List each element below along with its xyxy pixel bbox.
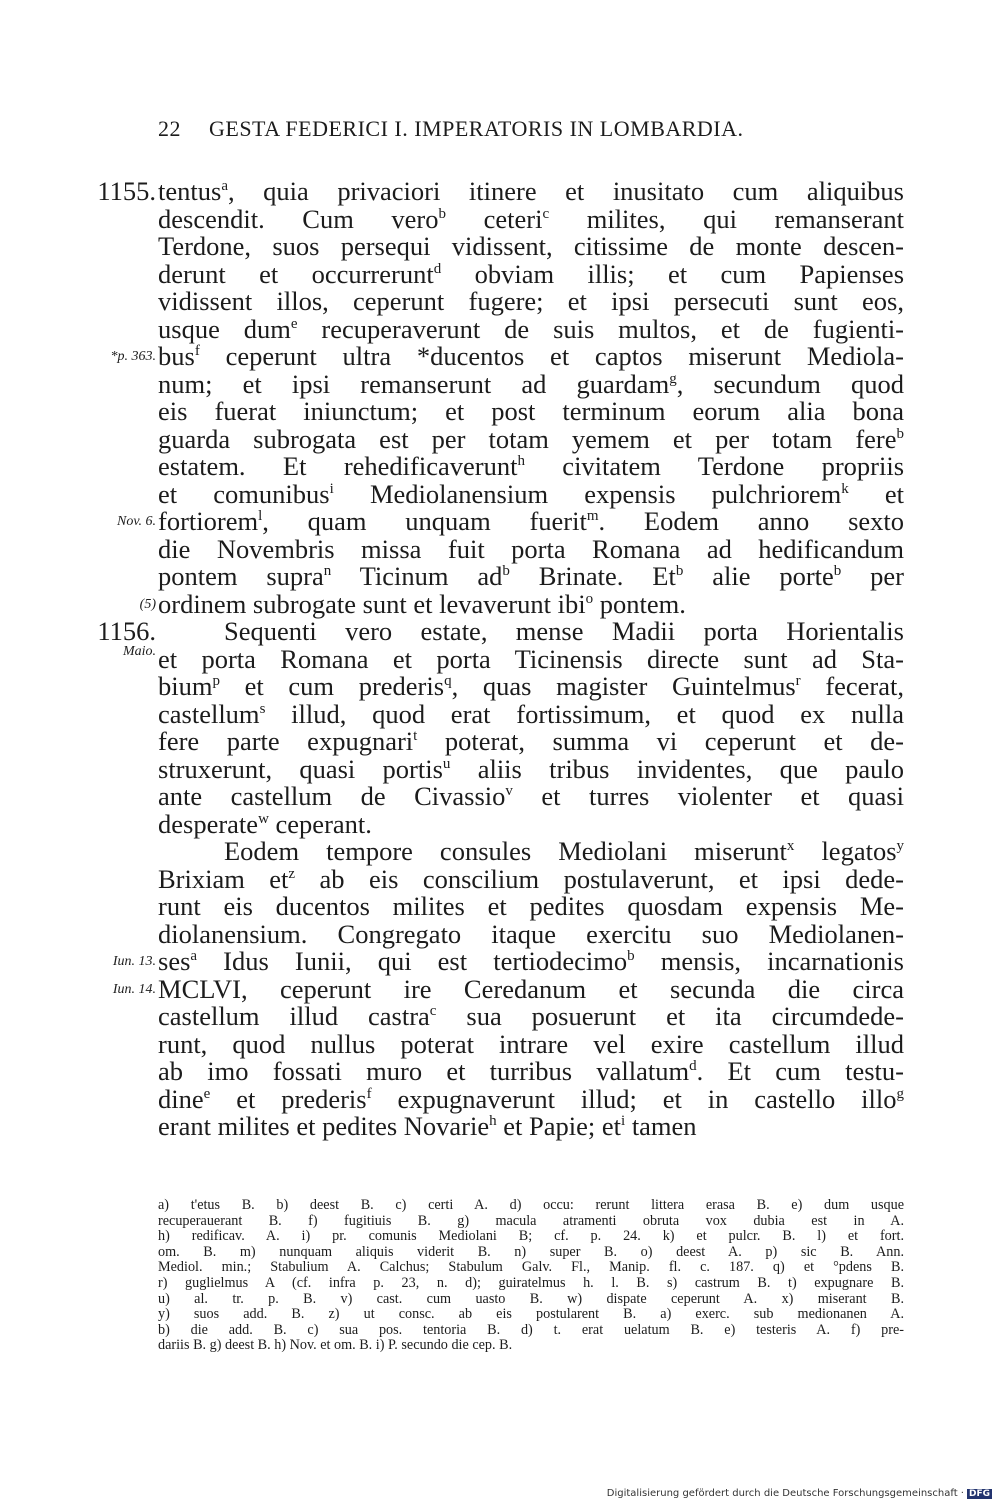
text-line: die Novembris missa fuit porta Romana ad hedificandum — [158, 533, 904, 564]
footnote-marker: i — [621, 1113, 626, 1129]
text-line: Eodem tempore consules Mediolani miserunt$^x$ legatos$^y$ — [224, 836, 905, 866]
footnote-marker: b — [438, 205, 447, 222]
text-line: derunt et occurrerunt$^d$ obviam illis; et cum Papienses — [158, 258, 905, 289]
text-line: Brixiam $et^z$ ab eis conscilium postulaverunt, et ipsi dede- — [158, 863, 904, 894]
footnote-marker: e — [203, 1085, 211, 1102]
footnote-marker: r — [795, 673, 801, 689]
margin-note: Nov. 6. — [116, 514, 156, 529]
footnote-line: h) redificav. A. i) pr. comunis Mediolani B; cf. p. 24. k) et pulcr. B. l) et fort. — [158, 1228, 904, 1245]
text-line: Iun. 14. MCLVI, ceperunt ire Ceredanum et secunda die circa — [112, 973, 904, 1004]
footnote-marker: y — [896, 838, 905, 854]
page-number: 22 — [158, 116, 181, 141]
footnote-marker: l — [258, 508, 263, 524]
text-line: castellum illud castra$^c$ sua posuerunt et ita circumdede- — [158, 1001, 904, 1031]
footnote-marker: w — [258, 810, 269, 827]
text-line: ante castellum de Civassio$^v$ et turres violenter et quasi — [158, 781, 904, 811]
text-line: pontem supra$^n$ Ticinum $ad^b$ Brinate. Et$^b$ alie porte$^b$ per — [158, 561, 904, 591]
text-line: bium$^p$ et cum prederis$^q$, quas magister Guintelmus$^r$ fecerat, — [158, 671, 904, 701]
footnote-marker: d — [433, 260, 442, 277]
footnote-line: a) t'etus B. b) deest B. c) certi A. d) occu: rerunt littera erasa B. e) dum usque — [158, 1197, 904, 1213]
footnote-marker: e — [290, 315, 298, 332]
text-line: Iun. 13. ses$^a$ Idus Iunii, qui est tertiodecimo$^b$ mensis, incarnationis — [112, 946, 904, 976]
text-line: diolanensium. Congregato itaque exercitu suo Mediolanen- — [158, 918, 904, 949]
footnote-marker: b — [627, 948, 635, 964]
footnote-marker: b — [502, 563, 510, 579]
footnote-marker: c — [429, 1003, 437, 1019]
footnote-marker: g — [669, 370, 677, 387]
text-line: desperate$^w$ ceperant. — [158, 808, 372, 839]
text-line: Terdone, suos persequi vidissent, citissime de monte descen- — [158, 231, 904, 261]
footnote-marker: a — [221, 178, 228, 194]
running-header — [158, 116, 858, 142]
footnote-marker: t — [413, 728, 418, 744]
footnote-marker: f — [366, 1085, 372, 1102]
text-line: Maio. et porta Romana et porta Ticinensis directe sunt ad Sta- — [158, 646, 904, 674]
footnote-marker: p — [212, 673, 220, 689]
running-title: GESTA FEDERICI I. IMPERATORIS IN LOMBARDIA. — [209, 116, 744, 141]
footnotes — [158, 1198, 904, 1354]
margin-note: Iun. 13. — [112, 954, 156, 969]
footnote-marker: s — [259, 700, 266, 717]
text-line: 1156. Sequenti vero estate, mense Madii porta Horientalis — [97, 616, 904, 646]
text-line: runt eis ducentos milites et pedites quosdam expensis Me- — [158, 891, 904, 921]
footnote-marker: h — [489, 1113, 497, 1129]
text-line: struxerunt, quasi portis$^u$ aliis tribus invidentes, que paulo — [158, 753, 904, 784]
footnote-line: r) guglielmus A (cf. infra p. 23, n. d); guiratelmus h. l. B. s) castrum B. t) expugnare B. — [158, 1274, 904, 1291]
text-line: 1155. tentus$^a$, quia privaciori itinere et inusitato cum aliquibus — [97, 176, 904, 206]
margin-note: *p. 363. — [110, 349, 156, 364]
text-line: fere parte expugnari$^t$ poterat, summa vi ceperunt et de- — [158, 726, 904, 756]
footnote-marker: f — [194, 343, 200, 359]
footnote-marker: d — [689, 1058, 697, 1074]
footnote-marker: i — [329, 480, 334, 497]
text-line: guarda subrogata est per totam yemem et per totam fere$^b$ — [158, 423, 904, 454]
text-line: descendit. Cum vero$^b$ ceteri$^c$ milites, qui remanserant — [158, 203, 905, 234]
text-line: usque dum$^e$ recuperaverunt de suis multos, et de fugienti- — [158, 313, 905, 344]
footnote-marker: m — [586, 508, 599, 524]
main-text — [97, 176, 905, 1141]
footnote-line: recuperauerant B. f) fugitiuis B. g) macula atramenti obruta vox dubia est in A. — [158, 1212, 904, 1229]
footnote-marker: v — [505, 783, 513, 799]
footnote-marker: q — [444, 673, 452, 689]
text-line: vidissent illos, ceperunt fugere; et ipsi persecuti sunt eos, — [158, 286, 904, 316]
footnote-marker: x — [786, 838, 795, 854]
text-line: dine$^e$ et prederis$^f$ expugnaverunt illud; et in castello illo$^g$ — [158, 1083, 904, 1114]
footnote-line: Mediol. min.; Stabulium A. Calchus; Stabulum Galv. Fl., Manip. fl. c. 187. q) et °pdens B. — [158, 1259, 904, 1276]
footnote-marker: k — [841, 480, 849, 497]
margin-note: (5) — [139, 596, 156, 612]
text-line: Nov. 6. fortiorem$^l$, quam unquam fuerit$^m$. Eodem anno sexto — [116, 506, 905, 536]
dfg-logo: DFG — [968, 1489, 990, 1499]
footnote-marker: c — [542, 205, 550, 222]
text-line: (5) ordinem subrogate sunt et levaverunt ibi$^o$ pontem. — [139, 588, 686, 619]
margin-note: 1155. — [97, 176, 156, 206]
footnote-line: b) die add. B. c) sua pos. tentoria B. d) t. erat uelatum B. e) testeris A. f) pre- — [158, 1321, 904, 1338]
footnote-line: y) suos add. B. z) ut consc. ab eis postularent B. a) exerc. sub medionanen A. — [158, 1306, 904, 1323]
text-line: eis fuerat iniunctum; et post terminum eorum alia bona — [158, 396, 904, 426]
digitization-credit — [607, 1488, 992, 1499]
credit-text: Digitalisierung gefördert durch die Deutsche Forschungsgemeinschaft · — [606, 1488, 964, 1499]
text-line: num; et ipsi remanserunt ad guardam$^g$, secundum quod — [158, 368, 904, 399]
footnote-line: dariis B. g) deest B. h) Nov. et om. B. i) P. secundo die cep. B. — [158, 1337, 513, 1354]
footnote-marker: z — [288, 865, 296, 882]
footnote-marker: n — [323, 563, 332, 579]
footnote-marker: h — [517, 453, 525, 469]
text-line: castellum$^s$ illud, quod erat fortissimum, et quod ex nulla — [158, 698, 904, 729]
footnote-marker: u — [442, 755, 451, 772]
footnote-line: om. B. m) nunquam aliquis viderit B. n) super B. o) deest A. p) sic B. Ann. — [158, 1243, 904, 1260]
text-line: et comunibus$^i$ Mediolanensium expensis pulchriorem$^k$ et — [158, 478, 905, 509]
footnote-marker: a — [190, 948, 198, 964]
footnote-marker: b — [896, 425, 904, 442]
text-line: erant milites et pedites Novarie$^h$ et Papie; $et^i$ tamen — [158, 1111, 697, 1141]
text-line: ab imo fossati muro et turribus vallatum$^d$. Et cum testu- — [158, 1056, 904, 1086]
footnote-marker: b — [675, 563, 684, 579]
text-line: runt, quod nullus poterat intrare vel exire castellum illud — [158, 1028, 904, 1059]
footnote-marker: g — [896, 1085, 904, 1102]
margin-note: 1156. — [97, 616, 156, 646]
text-line: *p. 363. bus$^f$ ceperunt ultra *ducentos et captos miserunt Mediola- — [110, 341, 904, 371]
footnote-marker: o — [585, 590, 594, 607]
footnote-marker: b — [833, 563, 842, 579]
margin-note: Maio. — [122, 643, 156, 659]
text-line: estatem. Et rehedificaverunt$^h$ civitatem Terdone propriis — [158, 451, 905, 481]
footnote-line: u) al. tr. p. B. v) cast. cum uasto B. w) dispate ceperunt A. x) miserant B. — [158, 1290, 904, 1307]
margin-note: Iun. 14. — [112, 981, 156, 997]
